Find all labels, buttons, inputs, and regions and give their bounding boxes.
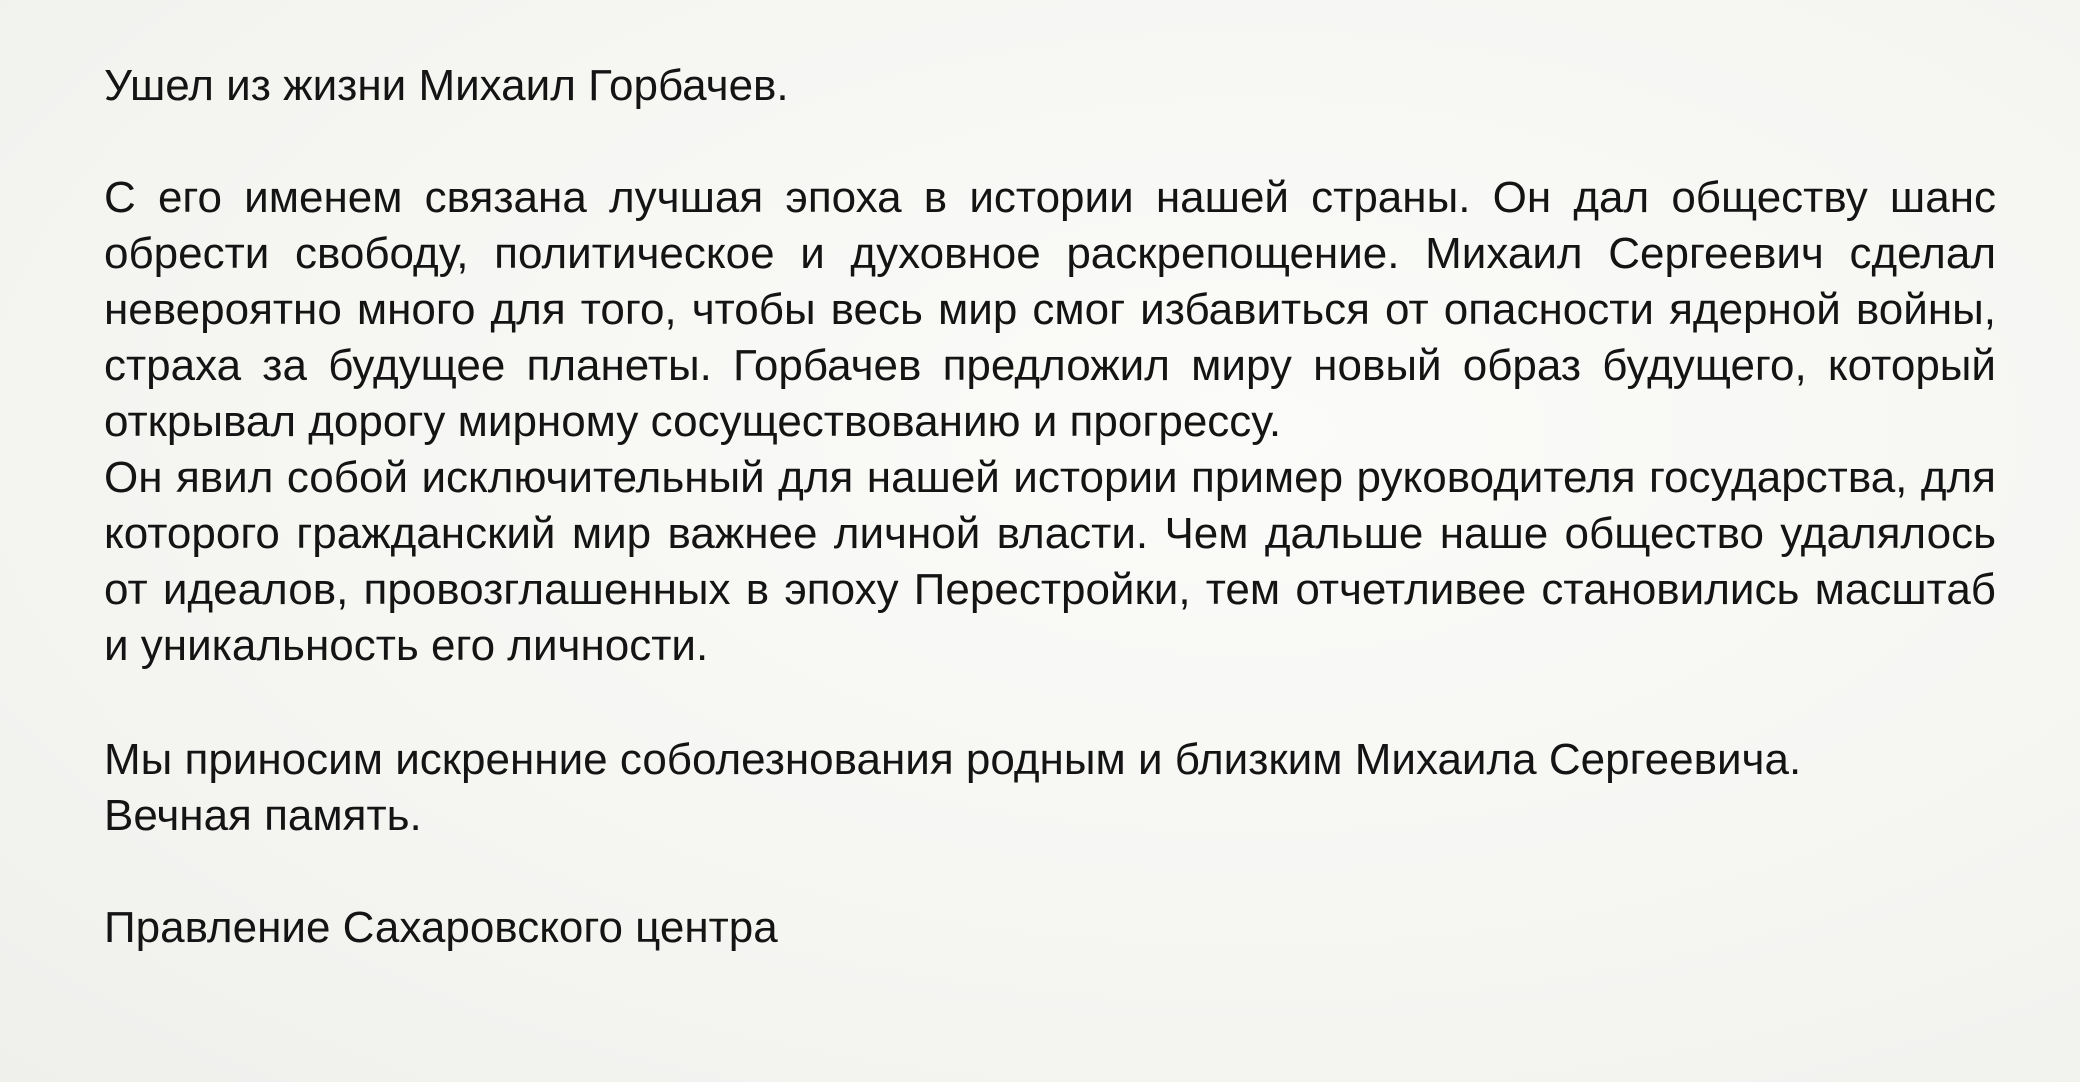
condolence-line: Мы приносим искренние соболезнования родным и близким Михаила Сергеевича. bbox=[104, 735, 1802, 784]
farewell-line: Вечная память. bbox=[104, 791, 422, 840]
spacer bbox=[104, 674, 1996, 732]
spacer bbox=[104, 114, 1996, 170]
spacer bbox=[104, 844, 1996, 900]
letter-body bbox=[104, 58, 1996, 956]
paragraph-leadership: Он явил собой исключительный для нашей истории пример руководителя государства, для которого гражданский мир важнее личной власти. Чем дальше наше общество удалялось от идеалов, провозглашенных в эпоху Перестройки, тем отчетливее становились масштаб и уникальность его личности. bbox=[104, 453, 1996, 670]
letter-heading: Ушел из жизни Михаил Горбачев. bbox=[104, 61, 789, 110]
paragraph-legacy: С его именем связана лучшая эпоха в истории нашей страны. Он дал обществу шанс обрести свободу, политическое и духовное раскрепощение. Михаил Сергеевич сделал невероятно много для того, чтобы весь мир смог избавиться от опасности ядерной войны, страха за будущее планеты. Горбачев предложил миру новый образ будущего, который открывал дорогу мирному сосуществованию и прогрессу. bbox=[104, 173, 1996, 446]
signature: Правление Сахаровского центра bbox=[104, 903, 778, 952]
